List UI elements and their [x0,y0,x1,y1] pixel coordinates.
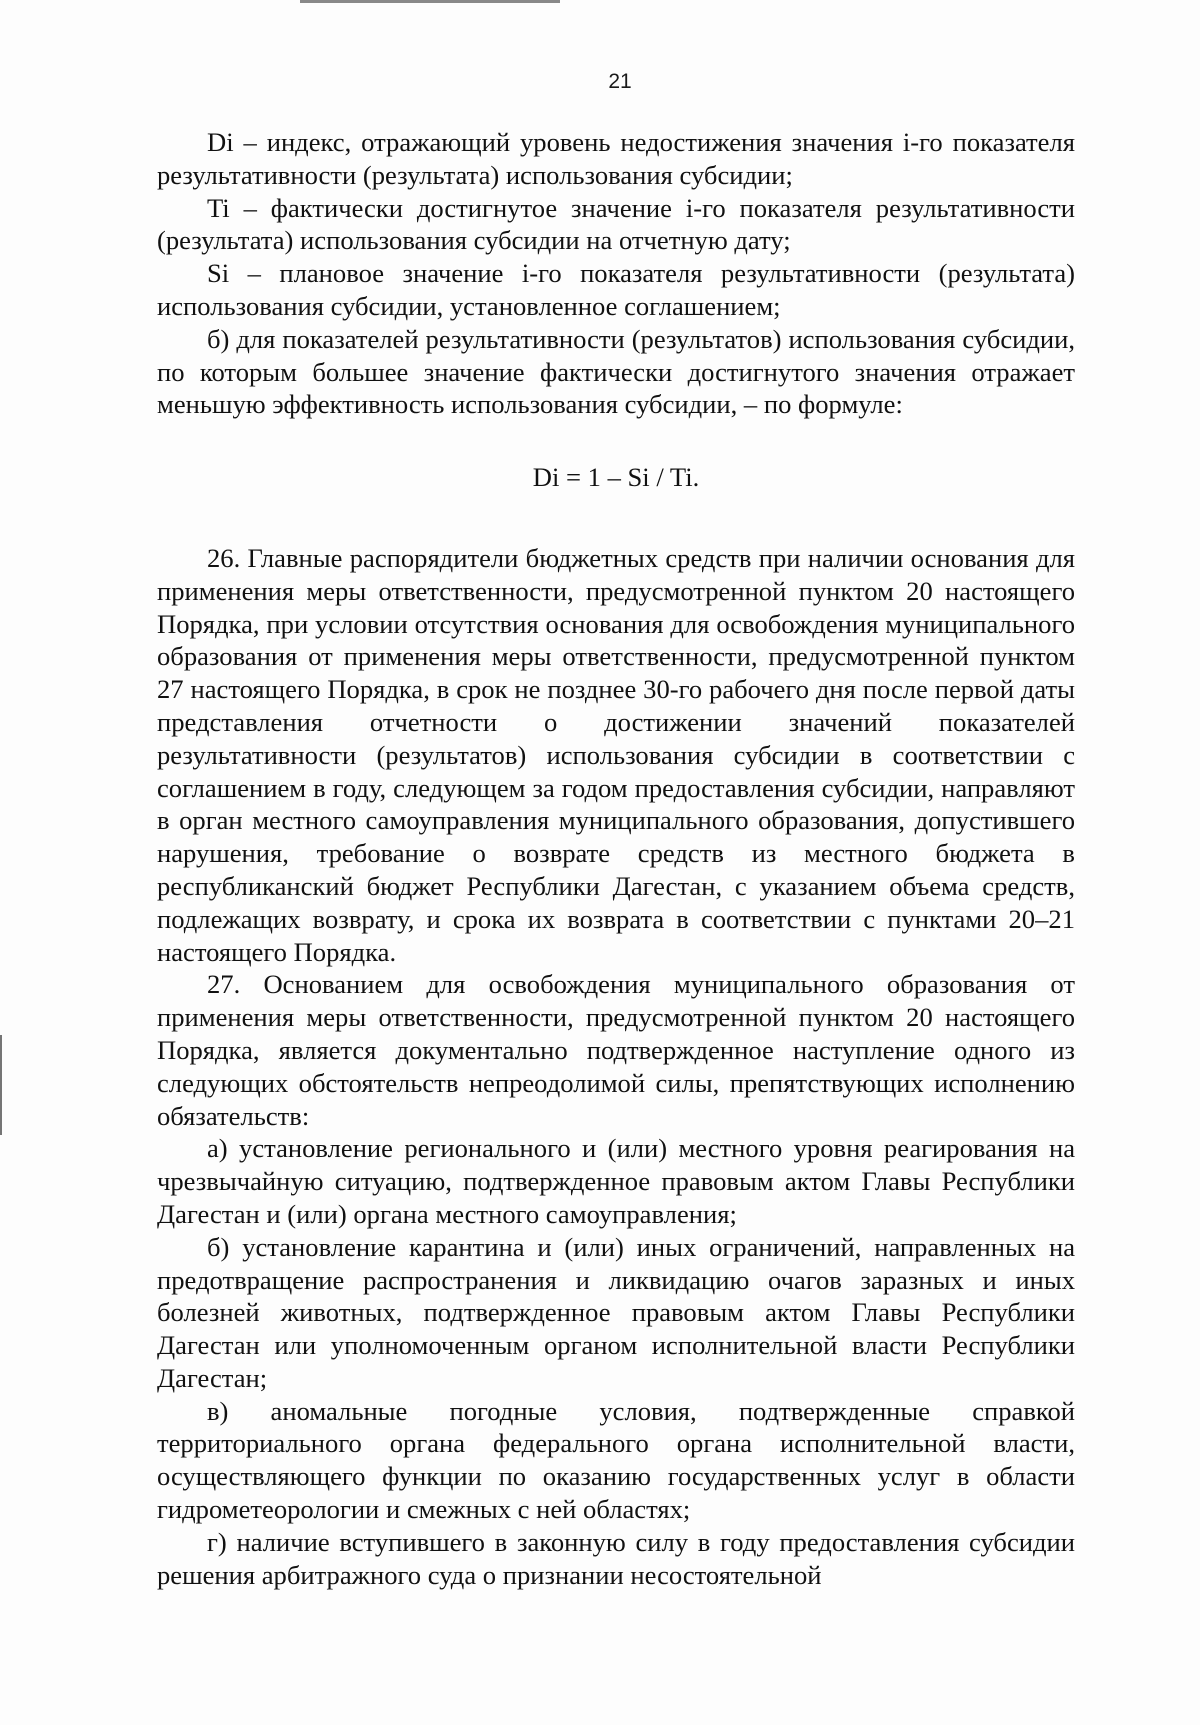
page-number: 21 [608,70,632,93]
clause-27: 27. Основанием для освобождения муниципального образования от применения меры ответственности, предусмотренной пунктом 20 настоящего Порядка, является документально подтвержденное наступление одного из следующих обстоятельств непреодолимой силы, препятствующих исполнению обязательств: [157,969,1075,1131]
clause-27-item-v: в) аномальные погодные условия, подтвержденные справкой территориального органа федерального органа исполнительной власти, осуществляющего функции по оказанию государственных услуг в области гидрометеорологии и смежных с ней областях; [157,1395,1075,1525]
scan-edge-mark [300,0,560,3]
definition-ti: Ti – фактически достигнутое значение i-го показателя результативности (результата) использования субсидии на отчетную дату; [157,192,1075,256]
clause-26: 26. Главные распорядители бюджетных средств при наличии основания для применения меры ответственности, предусмотренной пунктом 20 настоящего Порядка, при условии отсутствия основания для освобождения муниципального образования от применения меры ответственности, предусмотренной пунктом 27 настоящего Порядка, в срок не позднее 30-го рабочего дня после первой даты представления отчетности о достижении значений показателей результативности (результатов) использования субсидии в соответствии с соглашением в году, следующем за годом предоставления субсидии, направляют в орган местного самоуправления муниципального образования, допустившего нарушения, требование о возврате средств из местного бюджета в республиканский бюджет Республики Дагестан, с указанием объема средств, подлежащих возврату, и срока их возврата в соответствии с пунктами 20–21 настоящего Порядка. [157,542,1075,967]
document-body [157,126,1075,1591]
definition-di: Di – индекс, отражающий уровень недостижения значения i-го показателя результативности (результата) использования субсидии; [157,127,1075,190]
clause-27-item-b: б) установление карантина и (или) иных ограничений, направленных на предотвращение распространения и ликвидацию очагов заразных и иных болезней животных, подтвержденное правовым актом Главы Республики Дагестан или уполномоченным органом исполнительной власти Республики Дагестан; [157,1231,1075,1393]
definition-si: Si – плановое значение i-го показателя результативности (результата) использования субсидии, установленное соглашением; [157,258,1075,321]
formula: Di = 1 – Si / Ti. [532,462,700,493]
clause-27-item-a: а) установление регионального и (или) местного уровня реагирования на чрезвычайную ситуацию, подтвержденное правовым актом Главы Республики Дагестан и (или) органа местного самоуправления; [157,1133,1075,1229]
subclause-b-formula-intro: б) для показателей результативности (результатов) использования субсидии, по которым большее значение фактически достигнутого значения отражает меньшую эффективность использования субсидии, – по формуле: [157,323,1075,420]
clause-27-item-g: г) наличие вступившего в законную силу в году предоставления субсидии решения арбитражного суда о признании несостоятельной [157,1526,1075,1590]
scan-margin-mark [0,1035,2,1135]
